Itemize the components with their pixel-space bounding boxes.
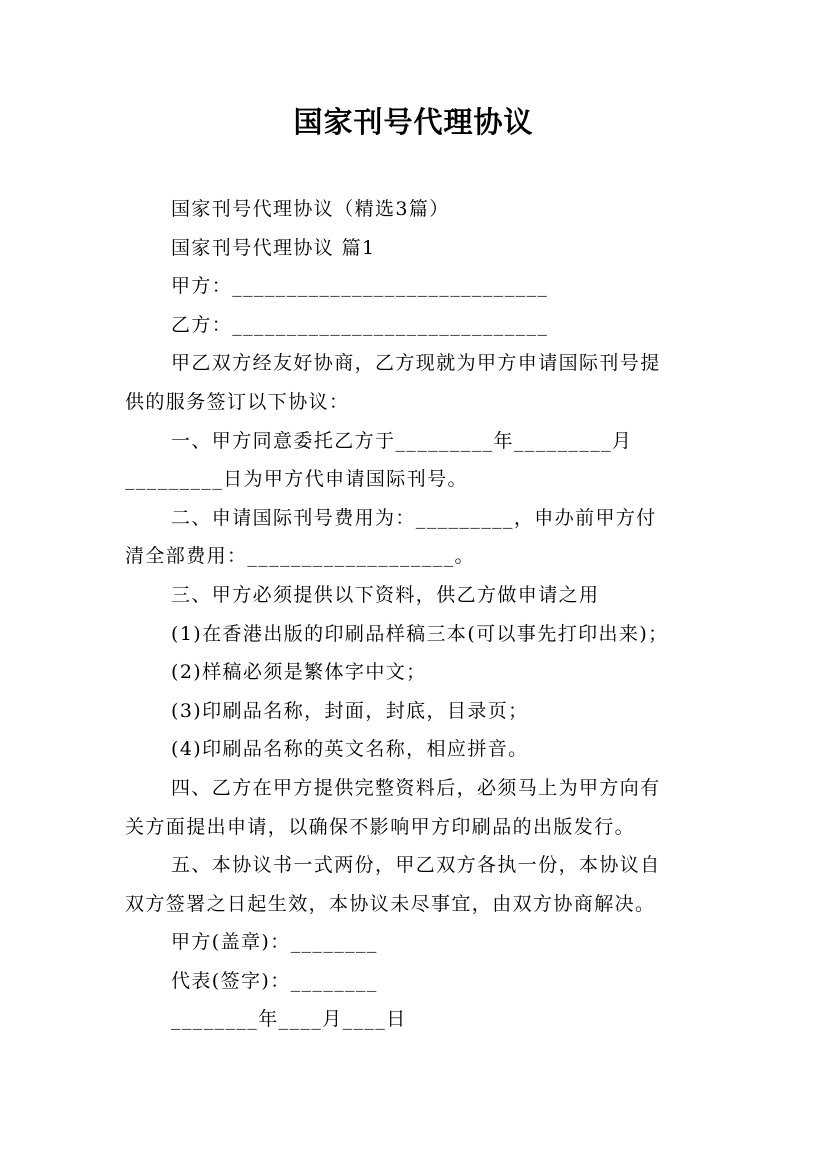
- clause-3-line: 三、甲方必须提供以下资料，供乙方做申请之用: [171, 583, 600, 606]
- party-a-line: 甲方：_____________________________: [171, 275, 549, 298]
- clause-5-line: 双方签署之日起生效，本协议未尽事宜，由双方协商解决。: [125, 892, 656, 915]
- clause-4-line: 关方面提出申请，以确保不影响甲方印刷品的出版发行。: [125, 815, 636, 838]
- representative-signature-line: 代表(签字)：________: [171, 969, 378, 992]
- subtitle-line: 国家刊号代理协议（精选3篇）: [171, 198, 450, 220]
- paragraph-line: 供的服务签订以下协议：: [125, 390, 350, 413]
- clause-1-line: 一、甲方同意委托乙方于_________年_________月: [171, 429, 633, 452]
- date-line: ________年____月____日: [171, 1008, 407, 1031]
- paragraph-line: 甲乙双方经友好协商，乙方现就为甲方申请国际刊号提: [171, 352, 661, 375]
- party-a-seal-line: 甲方(盖章)：________: [171, 931, 378, 954]
- section-heading: 国家刊号代理协议 篇1: [171, 236, 376, 259]
- party-b-line: 乙方：_____________________________: [171, 313, 549, 336]
- clause-1-line: _________日为甲方代申请国际刊号。: [125, 468, 468, 491]
- document-body: [125, 190, 705, 1039]
- list-item: (2)样稿必须是繁体字中文；: [171, 661, 427, 684]
- clause-5-line: 五、本协议书一式两份，甲乙双方各执一份，本协议自: [171, 854, 661, 877]
- document-title: 国家刊号代理协议: [293, 105, 534, 139]
- clause-2-line: 二、申请国际刊号费用为：_________，申办前甲方付: [171, 506, 657, 529]
- list-item: (4)印刷品名称的英文名称，相应拼音。: [171, 738, 529, 761]
- list-item: (1)在香港出版的印刷品样稿三本(可以事先打印出来)；: [171, 622, 669, 645]
- list-item: (3)印刷品名称，封面，封底，目录页；: [171, 699, 529, 722]
- clause-2-line: 清全部费用：___________________。: [125, 545, 475, 568]
- clause-4-line: 四、乙方在甲方提供完整资料后，必须马上为甲方向有: [171, 776, 661, 799]
